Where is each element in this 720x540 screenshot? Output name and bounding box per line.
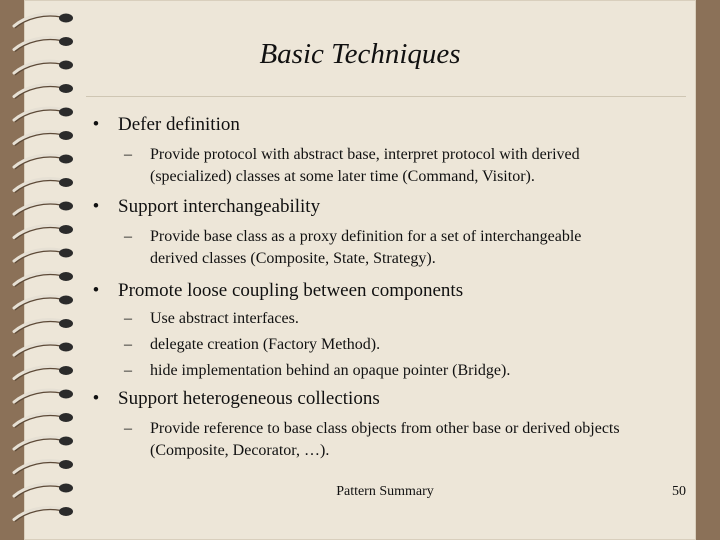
bullet-text: Defer definition: [118, 114, 240, 135]
sub-bullet-item: [86, 418, 686, 462]
punch-hole: [59, 484, 73, 493]
bullet-item: [86, 278, 686, 304]
punch-hole: [59, 155, 73, 164]
dash-icon: –: [124, 362, 132, 379]
sub-bullet-item: [86, 144, 686, 188]
punch-hole: [59, 225, 73, 234]
sub-bullet-item: [86, 360, 686, 382]
punch-hole: [59, 249, 73, 258]
dash-icon: –: [124, 420, 132, 437]
punch-hole: [59, 272, 73, 281]
punch-hole: [59, 14, 73, 23]
punch-hole: [59, 460, 73, 469]
bullet-icon: •: [92, 114, 100, 135]
sub-bullet-line: Use abstract interfaces.: [150, 310, 299, 327]
sub-bullet-line: Provide protocol with abstract base, interpret protocol with derived: [150, 146, 580, 163]
punch-hole: [59, 84, 73, 93]
sub-bullet-item: [86, 226, 686, 270]
sub-bullet-item: [86, 334, 686, 356]
spiral-binding: [0, 0, 80, 540]
bullet-icon: •: [92, 388, 100, 409]
bullet-item: [86, 386, 686, 412]
punch-hole: [59, 437, 73, 446]
bullet-text: Support interchangeability: [118, 196, 321, 217]
bullet-item: [86, 112, 686, 138]
punch-hole: [59, 343, 73, 352]
punch-hole: [59, 507, 73, 516]
punch-hole: [59, 413, 73, 422]
title-divider: [86, 96, 686, 97]
page-number: 50: [672, 484, 686, 499]
slide-title: Basic Techniques: [259, 38, 461, 70]
punch-hole: [59, 108, 73, 117]
sub-bullet-line: (specialized) classes at some later time (Command, Visitor).: [150, 168, 535, 185]
footer-text: Pattern Summary: [336, 484, 434, 499]
dash-icon: –: [124, 310, 132, 327]
dash-icon: –: [124, 336, 132, 353]
sub-bullet-line: delegate creation (Factory Method).: [150, 336, 381, 353]
punch-hole: [59, 202, 73, 211]
bullet-list: [86, 110, 686, 462]
punch-hole: [59, 366, 73, 375]
punch-hole: [59, 319, 73, 328]
punch-hole: [59, 131, 73, 140]
bullet-text: Promote loose coupling between components: [118, 280, 464, 301]
bullet-item: [86, 194, 686, 220]
bullet-icon: •: [92, 280, 100, 301]
sub-bullet-line: Provide reference to base class objects from other base or derived objects: [150, 420, 620, 437]
punch-hole: [59, 178, 73, 187]
dash-icon: –: [124, 146, 132, 163]
bullet-icon: •: [92, 196, 100, 217]
bullet-text: Support heterogeneous collections: [118, 388, 380, 409]
sub-bullet-item: [86, 308, 686, 330]
sub-bullet-line: Provide base class as a proxy definition for a set of interchangeable: [150, 228, 582, 245]
punch-hole: [59, 296, 73, 305]
sub-bullet-line: hide implementation behind an opaque pointer (Bridge).: [150, 362, 511, 379]
dash-icon: –: [124, 228, 132, 245]
punch-hole: [59, 390, 73, 399]
sub-bullet-line: derived classes (Composite, State, Strategy).: [150, 250, 436, 267]
sub-bullet-line: (Composite, Decorator, …).: [150, 442, 330, 459]
